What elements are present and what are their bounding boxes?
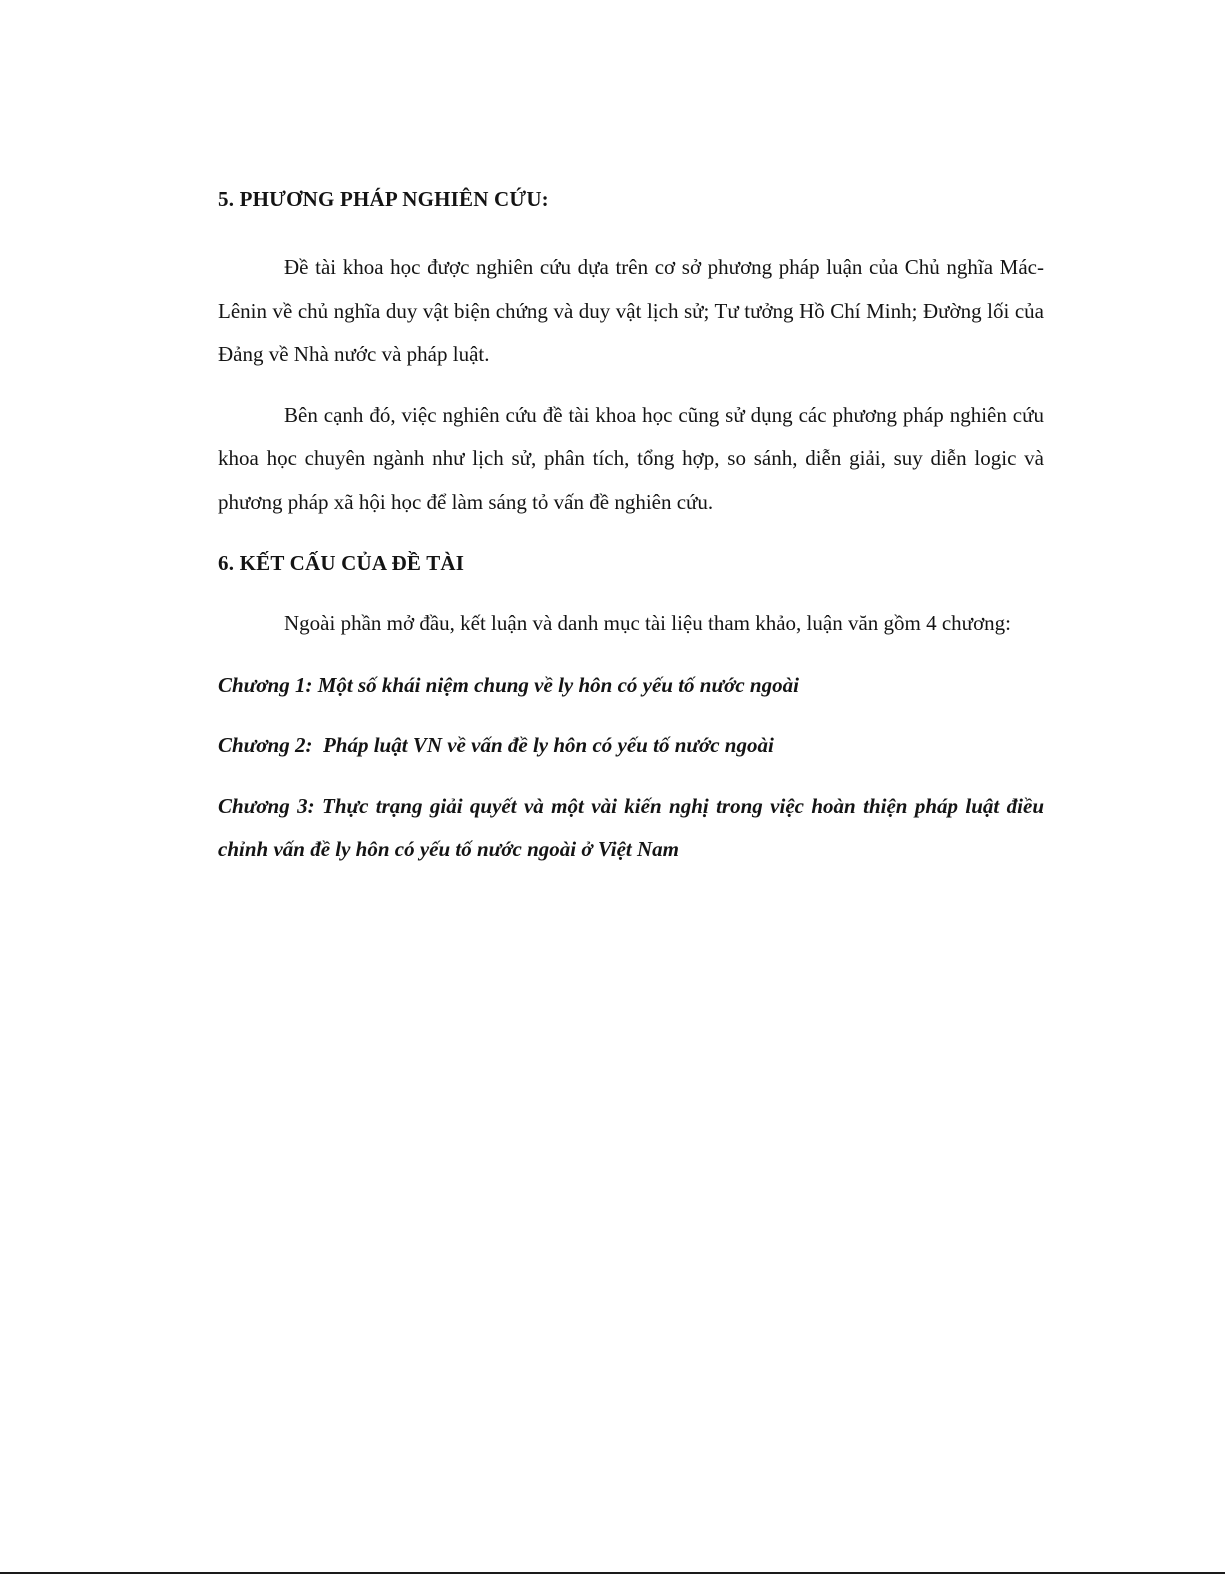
section-5-paragraph-2: Bên cạnh đó, việc nghiên cứu đề tài khoa học cũng sử dụng các phương pháp nghiên cứu khoa học chuyên ngành như lịch sử, phân tích, tổng hợp, so sánh, diễn giải, suy diễn logic và phương pháp xã hội học để làm sáng tỏ vấn đề nghiên cứu. xyxy=(218,402,1044,514)
section-5-heading: 5. PHƯƠNG PHÁP NGHIÊN CỨU: xyxy=(218,187,549,211)
chapter-1-title: Chương 1: Một số khái niệm chung về ly hôn có yếu tố nước ngoài xyxy=(218,672,799,697)
page-content xyxy=(218,180,1044,872)
section-6-heading: 6. KẾT CẤU CỦA ĐỀ TÀI xyxy=(218,551,465,575)
page-bottom-edge xyxy=(0,1572,1225,1574)
section-6-intro: Ngoài phần mở đầu, kết luận và danh mục tài liệu tham khảo, luận văn gồm 4 chương: xyxy=(284,611,1012,635)
chapter-2-title: Chương 2: Pháp luật VN về vấn đề ly hôn có yếu tố nước ngoài xyxy=(218,733,774,757)
section-5-paragraph-1: Đề tài khoa học được nghiên cứu dựa trên cơ sở phương pháp luận của Chủ nghĩa Mác-Lênin về chủ nghĩa duy vật biện chứng và duy vật lịch sử; Tư tưởng Hồ Chí Minh; Đường lối của Đảng về Nhà nước và pháp luật. xyxy=(218,255,1044,366)
chapter-3-title: Chương 3: Thực trạng giải quyết và một vài kiến nghị trong việc hoàn thiện pháp luật điều chỉnh vấn đề ly hôn có yếu tố nước ngoài ở Việt Nam xyxy=(218,793,1044,861)
